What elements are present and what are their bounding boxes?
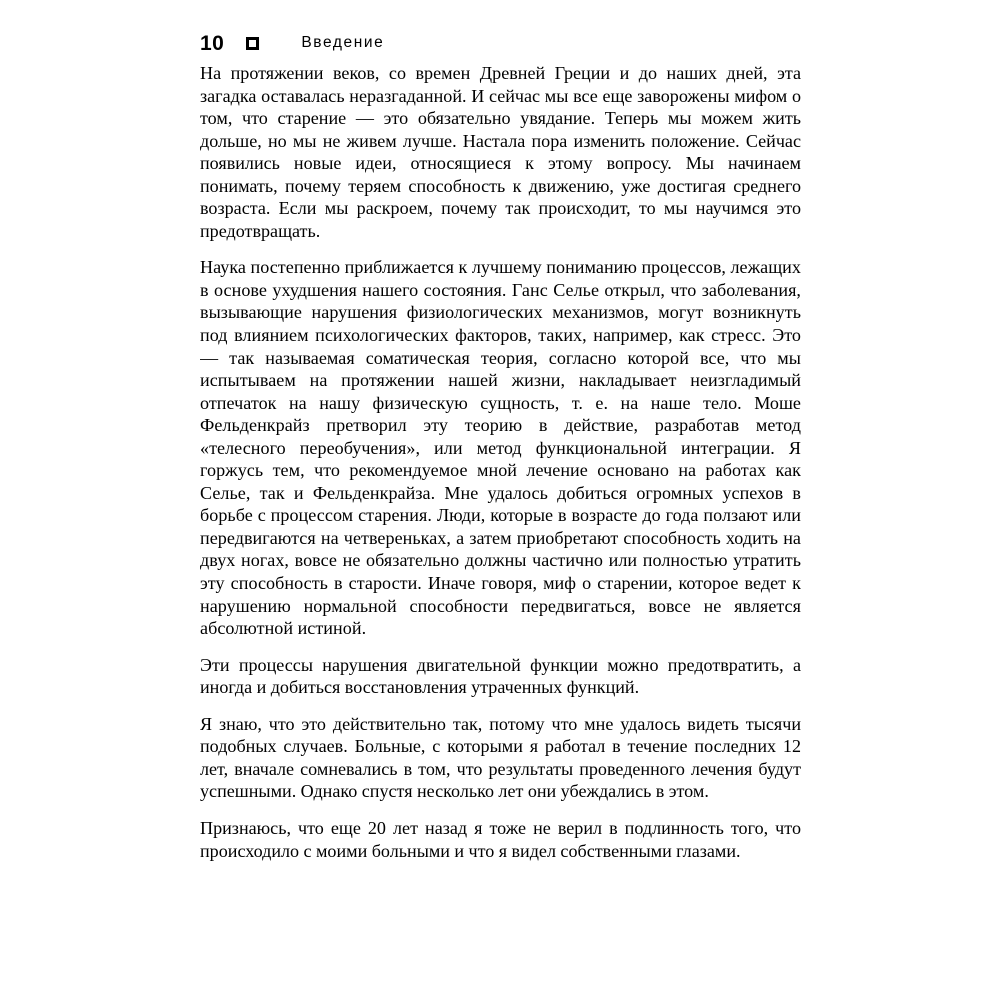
body-paragraph: Наука постепенно приближается к лучшему пониманию процессов, лежащих в основе ухудшения нашего состояния. Ганс Селье открыл, что заболевания, вызывающие нарушения физиологических механизмов, могут возникнуть под влиянием психологических факторов, таких, например, как стресс. Это — так называемая соматическая теория, согласно которой все, что мы испытываем на протяжении нашей жизни, накладывает неизгладимый отпечаток на нашу физическую сущность, т. е. на наше тело. Моше Фельденкрайз претворил эту теорию в действие, разработав метод «телесного переобучения», или метод функциональной интеграции. Я горжусь тем, что рекомендуемое мной лечение основано на работах как Селье, так и Фельденкрайза. Мне удалось добиться огромных успехов в борьбе с процессом старения. Люди, которые в возрасте до года ползают или передвигаются на четвереньках, а затем приобретают способность ходить на двух ногах, вовсе не обязательно должны частично или полностью утратить эту способность в старости. Иначе говоря, миф о старении, которое ведет к нарушению нормальной способности передвигаться, вовсе не является абсолютной истиной. bbox=[200, 257, 801, 639]
running-head bbox=[200, 28, 800, 58]
square-outline-icon bbox=[246, 37, 259, 50]
body-paragraph: Эти процессы нарушения двигательной функции можно предотвратить, а иногда и добиться восстановления утраченных функций. bbox=[200, 654, 801, 698]
body-paragraph: Я знаю, что это действительно так, потому что мне удалось видеть тысячи подобных случаев. Больные, с которыми я работал в течение последних 12 лет, вначале сомневались в том, что результаты проведенного лечения будут успешными. Однако спустя несколько лет они убеждались в этом. bbox=[200, 713, 801, 802]
running-head-title: Введение bbox=[301, 34, 385, 52]
page-number: 10 bbox=[200, 31, 225, 55]
body-text-block bbox=[200, 62, 801, 1002]
body-paragraph: На протяжении веков, со времен Древней Греции и до наших дней, эта загадка оставалась неразгаданной. И сейчас мы все еще заворожены мифом о том, что старение — это обязательно увядание. Теперь мы можем жить дольше, но мы не живем лучше. Настала пора изменить положение. Сейчас появились новые идеи, относящиеся к этому вопросу. Мы начинаем понимать, почему теряем способность к движению, уже достигая среднего возраста. Если мы раскроем, почему так происходит, то мы научимся это предотвращать. bbox=[200, 63, 801, 241]
body-paragraph: Признаюсь, что еще 20 лет назад я тоже не верил в подлинность того, что происходило с моими больными и что я видел собственными глазами. bbox=[200, 817, 801, 861]
